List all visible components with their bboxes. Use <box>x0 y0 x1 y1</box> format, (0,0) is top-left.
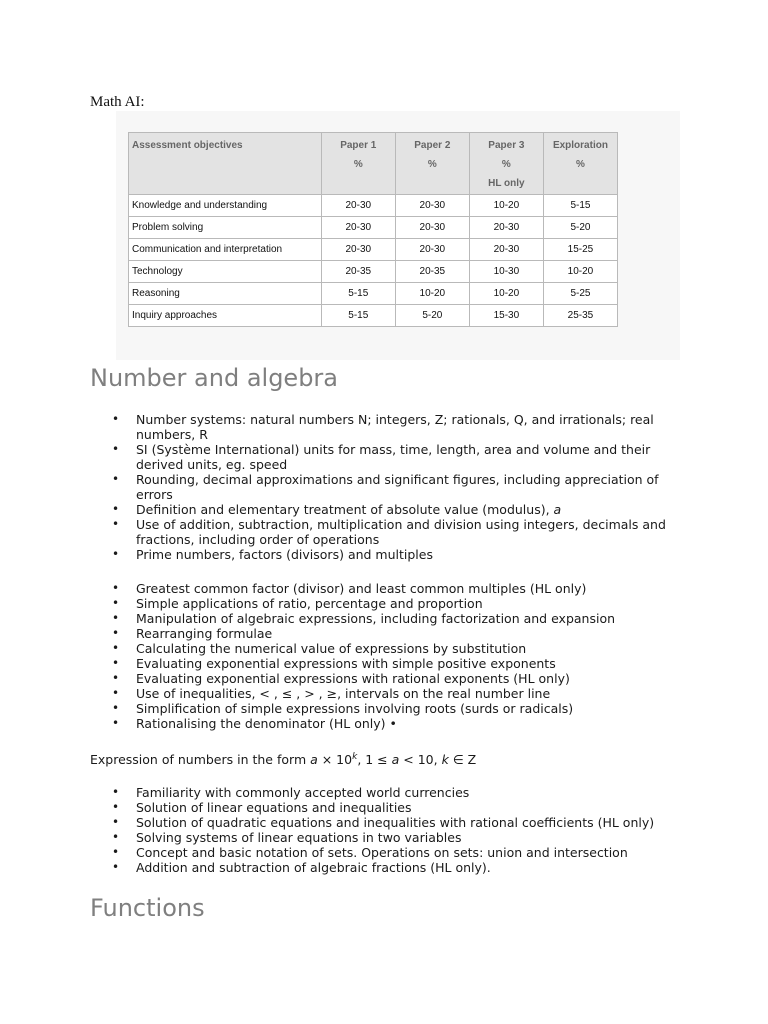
table-row <box>129 261 618 283</box>
list-item: • Greatest common factor (divisor) and least common multiples (HL only) <box>90 581 680 596</box>
list-item: • Solving systems of linear equations in two variables <box>90 830 680 845</box>
list-item: • Simple applications of ratio, percentage and proportion <box>90 596 680 611</box>
list-item: • Calculating the numerical value of expressions by substitution <box>90 641 680 656</box>
header-paper-2: Paper 2 % <box>395 133 469 195</box>
percentage-cell: 5-25 <box>543 283 617 305</box>
percentage-cell: 20-30 <box>469 217 543 239</box>
intro-label: Math AI: <box>90 94 145 110</box>
objective-cell: Communication and interpretation <box>129 239 322 261</box>
list-item: • Concept and basic notation of sets. Operations on sets: union and intersection <box>90 845 680 860</box>
assessment-table-image <box>116 111 680 360</box>
objective-cell: Knowledge and understanding <box>129 195 322 217</box>
objective-cell: Problem solving <box>129 217 322 239</box>
section-heading-number-and-algebra: Number and algebra <box>90 364 339 392</box>
percentage-cell: 5-20 <box>543 217 617 239</box>
table-header-row <box>129 133 618 195</box>
table-row <box>129 239 618 261</box>
percentage-cell: 20-35 <box>321 261 395 283</box>
list-item: • Evaluating exponential expressions with simple positive exponents <box>90 656 680 671</box>
percentage-cell: 10-20 <box>469 283 543 305</box>
percentage-cell: 25-35 <box>543 305 617 327</box>
objective-cell: Inquiry approaches <box>129 305 322 327</box>
percentage-cell: 20-30 <box>321 217 395 239</box>
list-item: • Prime numbers, factors (divisors) and multiples <box>90 547 680 562</box>
number-algebra-list-2 <box>90 581 680 731</box>
list-item: • Rearranging formulae <box>90 626 680 641</box>
list-item: • Number systems: natural numbers N; integers, Z; rationals, Q, and irrationals; real numbers, R <box>90 412 680 442</box>
percentage-cell: 5-15 <box>543 195 617 217</box>
table-row <box>129 217 618 239</box>
list-item: • Solution of linear equations and inequalities <box>90 800 680 815</box>
list-item: • Rounding, decimal approximations and significant figures, including appreciation of errors <box>90 472 680 502</box>
list-item: • SI (Système International) units for mass, time, length, area and volume and their derived units, eg. speed <box>90 442 680 472</box>
list-item: • Simplification of simple expressions involving roots (surds or radicals) <box>90 701 680 716</box>
list-item: • Manipulation of algebraic expressions, including factorization and expansion <box>90 611 680 626</box>
header-paper-3: Paper 3 % HL only <box>469 133 543 195</box>
objective-cell: Reasoning <box>129 283 322 305</box>
percentage-cell: 5-20 <box>395 305 469 327</box>
table-row <box>129 283 618 305</box>
objective-cell: Technology <box>129 261 322 283</box>
section-heading-functions: Functions <box>90 894 205 922</box>
percentage-cell: 10-20 <box>543 261 617 283</box>
percentage-cell: 20-30 <box>395 217 469 239</box>
header-paper-1: Paper 1 % <box>321 133 395 195</box>
list-item: • Rationalising the denominator (HL only) • <box>90 716 680 731</box>
list-item: • Solution of quadratic equations and inequalities with rational coefficients (HL only) <box>90 815 680 830</box>
percentage-cell: 10-20 <box>469 195 543 217</box>
percentage-cell: 20-30 <box>395 239 469 261</box>
list-item: • Use of addition, subtraction, multiplication and division using integers, decimals and fractions, including order of operations <box>90 517 680 547</box>
percentage-cell: 20-30 <box>395 195 469 217</box>
list-item: • Definition and elementary treatment of absolute value (modulus), a <box>90 502 680 517</box>
number-algebra-list-3 <box>90 785 680 875</box>
table-row <box>129 195 618 217</box>
percentage-cell: 5-15 <box>321 283 395 305</box>
percentage-cell: 20-30 <box>469 239 543 261</box>
percentage-cell: 20-35 <box>395 261 469 283</box>
percentage-cell: 10-20 <box>395 283 469 305</box>
list-item: • Familiarity with commonly accepted world currencies <box>90 785 680 800</box>
percentage-cell: 15-25 <box>543 239 617 261</box>
percentage-cell: 20-30 <box>321 239 395 261</box>
header-exploration: Exploration % <box>543 133 617 195</box>
number-algebra-list-1 <box>90 412 680 562</box>
list-item: • Addition and subtraction of algebraic fractions (HL only). <box>90 860 680 875</box>
percentage-cell: 10-30 <box>469 261 543 283</box>
scientific-notation-line: Expression of numbers in the form $a \times 10^k$, 1 ≤ a < 10, k ∈ Z <box>90 752 477 768</box>
table-row <box>129 305 618 327</box>
percentage-cell: 20-30 <box>321 195 395 217</box>
list-item: • Use of inequalities, < , ≤ , > , ≥, intervals on the real number line <box>90 686 680 701</box>
assessment-objectives-table <box>128 132 618 327</box>
percentage-cell: 15-30 <box>469 305 543 327</box>
percentage-cell: 5-15 <box>321 305 395 327</box>
list-item: • Evaluating exponential expressions with rational exponents (HL only) <box>90 671 680 686</box>
header-assessment-objectives: Assessment objectives <box>129 133 322 195</box>
